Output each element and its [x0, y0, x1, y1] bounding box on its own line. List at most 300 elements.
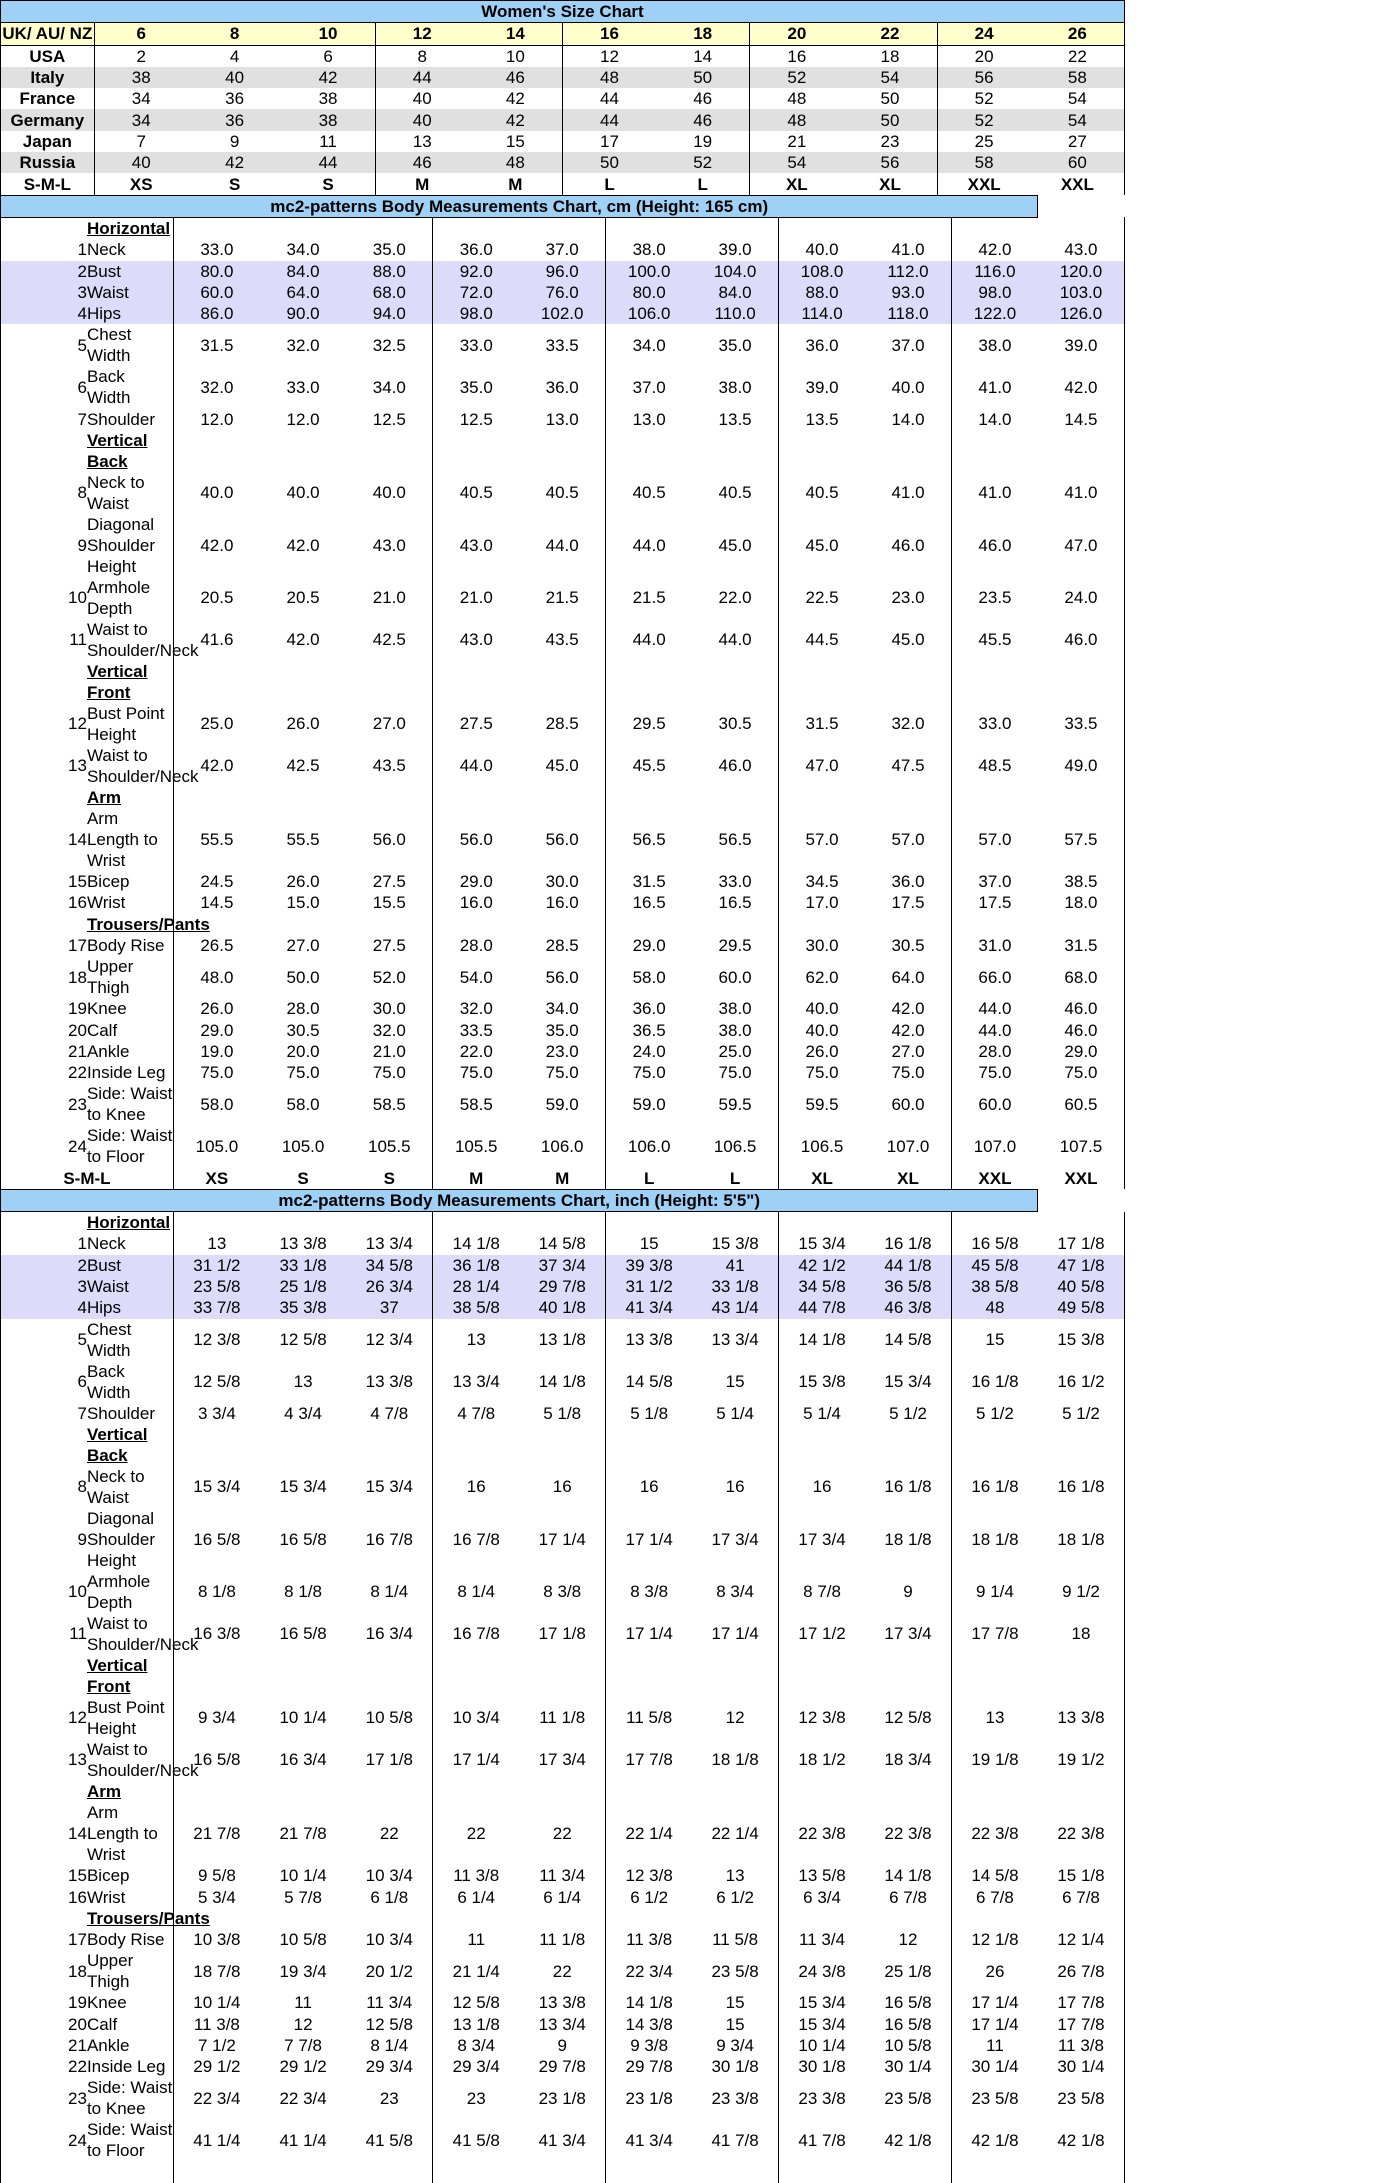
measurement-cell: 11 1/8	[539, 1708, 586, 1728]
measurement-cell: 20 1/2	[365, 1961, 413, 1981]
empty-cell	[779, 1212, 865, 1234]
table-row	[1, 261, 1125, 282]
measurement-cell: 10 1/4	[779, 2035, 865, 2056]
measurement-name: Armhole Depth	[86, 1571, 151, 1612]
measurement-cell: 22 3/4	[173, 2077, 259, 2119]
measurement-cell: 17 1/4	[711, 1624, 759, 1644]
measurement-cell: 14 3/8	[606, 2014, 692, 2035]
measurement-cell: 12.5	[372, 409, 406, 429]
empty-cell	[692, 1424, 778, 1466]
size-cell: 36	[188, 109, 282, 130]
row-index: 13	[1, 745, 87, 787]
table-row	[1, 871, 1125, 892]
measurement-cell: 43.5	[545, 630, 579, 650]
measurement-cell: 35.0	[545, 1020, 579, 1040]
measurement-name: Chest Width	[86, 1319, 132, 1360]
measurement-name: Bicep	[86, 872, 130, 892]
measurement-cell: 42 1/8	[951, 2119, 1037, 2161]
measurement-cell: 11 3/8	[1038, 2035, 1125, 2056]
measurement-cell: 17 1/4	[606, 1508, 692, 1571]
measurement-cell: 12 5/8	[433, 1992, 519, 2013]
measurement-cell: 38 5/8	[951, 1276, 1037, 1297]
measurement-cell: 44.0	[951, 998, 1037, 1019]
measurement-name: Back Width	[86, 367, 131, 408]
measurement-cell: 75.0	[718, 1063, 752, 1083]
empty-cell	[606, 914, 692, 935]
measurement-cell: 68.0	[346, 282, 432, 303]
size-cell: 44	[562, 109, 656, 130]
row-index: 1	[1, 1233, 87, 1254]
measurement-cell: 5 1/8	[543, 1403, 582, 1423]
measurement-cell: 13 3/4	[711, 1330, 759, 1349]
size-conversion-table	[0, 0, 1125, 195]
table-row	[1, 1125, 1125, 1167]
row-index: 22	[1, 2056, 87, 2077]
measurement-cell: 26	[951, 1950, 1037, 1992]
empty-cell	[692, 217, 778, 239]
size-cell: 34	[94, 109, 188, 130]
size-cell: L	[656, 173, 750, 194]
measurement-cell: 28 1/4	[433, 1276, 519, 1297]
measurement-cell: 45.0	[718, 535, 752, 555]
row-index: 17	[1, 935, 87, 956]
measurement-cell: 44.0	[951, 1020, 1037, 1041]
measurement-cell: 22 3/8	[884, 1824, 932, 1844]
measurement-cell: 23 1/8	[538, 2088, 586, 2108]
measurement-cell: 105.5	[433, 1125, 519, 1167]
measurement-cell: 33.5	[1038, 703, 1125, 745]
empty-cell	[1038, 1655, 1125, 1697]
size-cell: 54	[750, 152, 844, 173]
empty-cell	[260, 1655, 346, 1697]
measurement-cell: 44 7/8	[779, 1297, 865, 1318]
row-index: 17	[1, 1929, 87, 1950]
sml-label: S-M-L	[1, 1167, 174, 1188]
measurement-cell: 44.5	[779, 619, 865, 661]
size-cell: 24	[937, 23, 1031, 45]
measurement-cell: 6 1/4	[543, 1887, 582, 1907]
size-cell: M	[469, 173, 563, 194]
empty-cell	[173, 661, 259, 703]
measurement-cell: 5 3/4	[173, 1886, 259, 1907]
measurement-cell: 57.0	[779, 808, 865, 871]
table-row	[1, 1083, 1125, 1125]
empty-cell	[346, 1655, 432, 1697]
empty-cell	[606, 787, 692, 808]
measurement-cell: 16.5	[606, 892, 692, 913]
measurement-cell: 94.0	[346, 303, 432, 324]
measurement-cell: 98.0	[433, 303, 519, 324]
measurement-cell: 37 3/4	[519, 1255, 605, 1276]
measurement-cell: 42.0	[286, 630, 320, 650]
table-row	[1, 619, 1125, 661]
measurement-name: Neck	[86, 240, 126, 260]
measurement-cell: 16 3/4	[279, 1750, 327, 1770]
measurement-cell: 30 1/8	[711, 2057, 759, 2077]
measurement-cell: 55.5	[286, 830, 320, 850]
measurement-cell: 33.0	[173, 239, 259, 260]
measurement-cell: 15 3/4	[365, 1477, 413, 1497]
table-row	[1, 88, 1125, 109]
size-cell: 10	[281, 23, 375, 45]
measurement-cell: 16 7/8	[433, 1508, 519, 1571]
measurement-name: Side: Waist to Floor	[86, 2120, 173, 2161]
measurement-cell: 56.5	[718, 830, 752, 850]
measurement-cell: 30.0	[779, 935, 865, 956]
table-row	[1, 2056, 1125, 2077]
measurement-cell: 33.5	[433, 1020, 519, 1041]
empty-cell	[865, 787, 951, 808]
measurement-cell: 43.0	[372, 535, 406, 555]
measurement-cell: 34 5/8	[779, 1276, 865, 1297]
measurement-cell: 12	[898, 1930, 918, 1950]
measurement-cell: 18 7/8	[173, 1950, 259, 1992]
row-index: 23	[1, 1083, 87, 1125]
empty-cell	[173, 1781, 259, 1802]
measurement-cell: 41 3/4	[606, 1297, 692, 1318]
measurement-cell: 23 5/8	[951, 2077, 1037, 2119]
measurement-cell: 24.0	[606, 1041, 692, 1062]
measurement-cell: 16 1/8	[884, 1234, 932, 1254]
measurement-cell: 42 1/8	[1038, 2119, 1125, 2161]
measurement-name: Diagonal Shoulder Height	[86, 1508, 156, 1570]
measurement-cell: 114.0	[779, 303, 865, 324]
row-index: 12	[1, 1697, 87, 1739]
measurement-cell: 8 3/8	[543, 1582, 582, 1602]
measurement-cell: 33.0	[286, 377, 320, 397]
measurement-cell: 90.0	[260, 303, 346, 324]
size-cell: 7	[94, 131, 188, 152]
measurement-cell: 9 3/4	[716, 2036, 754, 2056]
measurement-cell: 13 3/4	[365, 1234, 413, 1254]
group-row	[1, 661, 1125, 703]
measurement-cell: 11 5/8	[712, 1930, 759, 1950]
measurement-cell: 27.5	[372, 936, 406, 956]
empty-cell	[346, 1781, 432, 1802]
measurement-cell: 30.5	[891, 936, 925, 956]
measurement-cell: 28.0	[951, 1041, 1037, 1062]
measurement-cell: 14 5/8	[538, 1234, 586, 1254]
measurement-cell: 26.0	[286, 714, 320, 734]
measurement-name: Back Width	[86, 1361, 131, 1402]
measurement-cell: 23.0	[545, 1041, 579, 1061]
measurement-name: Side: Waist to Knee	[86, 1084, 173, 1125]
measurement-cell: 14.0	[891, 409, 925, 429]
measurement-cell: 16 5/8	[173, 1508, 259, 1571]
measurement-cell: 16 3/8	[173, 1613, 259, 1655]
size-cell: 4	[188, 45, 282, 67]
measurement-cell: 40.0	[779, 239, 865, 260]
measurement-cell: 13	[725, 1866, 745, 1886]
measurement-cell: 100.0	[606, 261, 692, 282]
measurement-cell: 16 5/8	[884, 1993, 932, 2013]
sml-cell: M	[433, 1167, 519, 1188]
empty-cell	[951, 1424, 1037, 1466]
chart-title-row	[1, 1, 1125, 23]
measurement-cell: 35 3/8	[260, 1297, 346, 1318]
measurement-cell: 60.0	[891, 1094, 925, 1114]
measurement-cell: 9 1/2	[1038, 1571, 1125, 1613]
table-row	[1, 239, 1125, 260]
measurement-cell: 23 5/8	[173, 1276, 259, 1297]
table-row	[1, 131, 1125, 152]
measurement-cell: 32.0	[372, 1020, 406, 1040]
size-cell: 54	[1031, 88, 1125, 109]
row-index: 16	[1, 892, 87, 913]
measurement-cell: 50.0	[286, 967, 320, 987]
measurement-cell: 17 3/4	[711, 1529, 759, 1549]
row-index: 1	[1, 239, 87, 260]
measurement-cell: 10 1/4	[173, 1992, 259, 2013]
table-row	[1, 1403, 1125, 1424]
measurement-cell: 22 3/8	[951, 1802, 1037, 1865]
empty-cell	[433, 1424, 519, 1466]
measurement-cell: 9 5/8	[173, 1865, 259, 1886]
measurement-cell: 40.0	[173, 472, 259, 514]
measurement-cell: 41 1/4	[279, 2130, 327, 2150]
group-label: Arm	[86, 787, 121, 807]
measurement-cell: 37.0	[606, 366, 692, 408]
measurement-cell: 11 3/8	[173, 2014, 259, 2035]
measurement-cell: 58.5	[372, 1094, 406, 1114]
measurement-cell: 36.0	[606, 998, 692, 1019]
empty-cell	[433, 914, 519, 935]
measurement-cell: 31.5	[606, 871, 692, 892]
measurement-cell: 29.0	[606, 935, 692, 956]
row-index: 2	[1, 1255, 87, 1276]
measurement-cell: 45 5/8	[951, 1255, 1037, 1276]
measurement-cell: 26 7/8	[1038, 1950, 1125, 1992]
measurement-cell: 27.0	[372, 714, 406, 734]
measurement-cell: 31.5	[779, 703, 865, 745]
measurement-cell: 14 5/8	[951, 1865, 1037, 1886]
measurement-cell: 13 3/8	[538, 1993, 586, 2013]
measurement-cell: 6 7/8	[951, 1886, 1037, 1907]
measurement-cell: 6 1/8	[370, 1887, 409, 1907]
empty-cell	[260, 430, 346, 472]
measurement-name: Upper Thigh	[86, 957, 134, 998]
empty-cell	[519, 787, 605, 808]
measurement-cell: 16	[779, 1466, 865, 1508]
size-cell: 40	[94, 152, 188, 173]
measurement-cell: 16 5/8	[884, 2014, 932, 2034]
measurement-cell: 17 3/4	[884, 1624, 932, 1644]
size-cell: 58	[1031, 67, 1125, 88]
measurement-cell: 75.0	[286, 1063, 320, 1083]
measurement-cell: 9	[903, 1582, 913, 1602]
measurement-name: Arm Length to Wrist	[86, 1803, 158, 1865]
measurement-cell: 19 1/2	[1038, 1739, 1125, 1781]
empty-cell	[1038, 787, 1125, 808]
row-index: 24	[1, 2119, 87, 2161]
measurement-cell: 41 5/8	[365, 2130, 413, 2150]
measurement-cell: 23 5/8	[884, 2088, 932, 2108]
table-row	[1, 2119, 1125, 2161]
empty-cell	[865, 914, 951, 935]
measurement-cell: 30.0	[372, 999, 406, 1019]
measurement-name: Shoulder	[86, 1403, 156, 1423]
measurement-cell: 32.0	[286, 335, 320, 355]
table-row	[1, 998, 1125, 1019]
measurement-cell: 25.0	[173, 703, 259, 745]
measurement-cell: 13 3/8	[1038, 1697, 1125, 1739]
empty-cell	[1038, 661, 1125, 703]
size-cell: 26	[1031, 23, 1125, 45]
row-index: 13	[1, 1739, 87, 1781]
measurement-cell: 21.5	[545, 588, 579, 608]
measurement-cell: 5 1/4	[779, 1403, 865, 1424]
measurement-cell: 43.5	[372, 756, 406, 776]
measurement-cell: 16 1/8	[884, 1477, 932, 1497]
size-cell: 10	[469, 45, 563, 67]
empty-cell	[951, 1908, 1037, 1929]
size-system-label: Italy	[1, 67, 95, 88]
measurement-cell: 11	[951, 2035, 1037, 2056]
measurement-cell: 14.0	[951, 408, 1037, 429]
size-cell: 11	[281, 131, 375, 152]
row-index: 2	[1, 261, 87, 282]
measurement-cell: 36.0	[433, 239, 519, 260]
measurement-cell: 32.0	[433, 998, 519, 1019]
measurement-cell: 41 1/4	[173, 2119, 259, 2161]
measurement-cell: 39.0	[1038, 324, 1125, 366]
measurement-cell: 38.0	[951, 324, 1037, 366]
measurement-cell: 29 1/2	[279, 2057, 327, 2077]
measurement-cell: 30 1/4	[1038, 2056, 1125, 2077]
measurement-cell: 12	[725, 1708, 745, 1728]
measurement-cell: 42.5	[372, 630, 406, 650]
empty-cell	[865, 1424, 951, 1466]
size-cell: XS	[94, 173, 188, 194]
measurement-cell: 28.5	[545, 936, 579, 956]
size-cell: 50	[562, 152, 656, 173]
measurement-cell: 39 3/8	[606, 1255, 692, 1276]
measurement-cell: 36.0	[545, 377, 579, 397]
empty-cell	[606, 217, 692, 239]
measurement-cell: 14 1/8	[606, 1992, 692, 2013]
empty-cell	[692, 787, 778, 808]
measurement-cell: 9	[557, 2036, 567, 2056]
measurement-name: Waist to Shoulder/Neck	[86, 745, 199, 786]
empty-cell	[865, 1908, 951, 1929]
empty-cell	[433, 1655, 519, 1697]
measurement-name: Neck to Waist	[86, 1466, 145, 1507]
empty-cell	[173, 787, 259, 808]
table-row	[1, 67, 1125, 88]
measurement-cell: 12 5/8	[173, 1361, 259, 1403]
measurement-name: Inside Leg	[86, 2057, 166, 2077]
measurement-cell: 7 1/2	[173, 2035, 259, 2056]
measurement-cell: 15.0	[286, 893, 320, 913]
size-cell: 16	[750, 45, 844, 67]
measurement-cell: 22	[552, 1961, 572, 1981]
measurement-cell: 41 3/4	[538, 2130, 586, 2150]
measurement-cell: 37.0	[951, 871, 1037, 892]
empty-cell	[346, 661, 432, 703]
measurement-cell: 56.0	[433, 808, 519, 871]
measurement-cell: 42.5	[286, 756, 320, 776]
measurement-cell: 13 1/8	[538, 1330, 586, 1349]
group-label: Trousers/Pants	[86, 914, 210, 934]
measurement-cell: 21.5	[606, 577, 692, 619]
measurement-cell: 112.0	[865, 261, 951, 282]
measurement-cell: 36 5/8	[865, 1276, 951, 1297]
sml-cell: XS	[173, 1167, 259, 1188]
measurement-cell: 16 1/8	[951, 1466, 1037, 1508]
size-cell: 25	[937, 131, 1031, 152]
table-row	[1, 23, 1125, 45]
measurement-cell: 33.0	[718, 872, 752, 892]
measurement-cell: 120.0	[1038, 261, 1125, 282]
empty-cell	[519, 914, 605, 935]
measurement-cell: 49 5/8	[1038, 1297, 1125, 1318]
measurement-cell: 42.0	[173, 745, 259, 787]
group-label: Vertical Back	[86, 1424, 148, 1465]
measurement-cell: 15	[725, 1372, 745, 1391]
measurement-cell: 31.5	[173, 324, 259, 366]
measurement-cell: 23 3/8	[779, 2077, 865, 2119]
measurement-cell: 19 3/4	[279, 1961, 327, 1981]
table-row	[1, 472, 1125, 514]
size-cell: 40	[375, 109, 469, 130]
empty-cell	[519, 1655, 605, 1697]
row-index: 21	[1, 2035, 87, 2056]
section-header-row	[1, 195, 1125, 217]
measurement-cell: 16 1/8	[951, 1361, 1037, 1403]
measurement-cell: 12.0	[173, 408, 259, 429]
measurement-cell: 80.0	[173, 261, 259, 282]
size-cell: 16	[562, 23, 656, 45]
measurement-cell: 103.0	[1038, 282, 1125, 303]
measurement-cell: 6 7/8	[1038, 1886, 1125, 1907]
row-index: 14	[1, 1802, 87, 1865]
measurement-name: Bust	[87, 1255, 173, 1276]
empty-cell	[692, 430, 778, 472]
measurement-cell: 15 3/4	[279, 1477, 327, 1497]
row-index: 23	[1, 2077, 87, 2119]
measurement-cell: 11 3/4	[366, 1993, 413, 2013]
measurement-cell: 16.5	[718, 893, 752, 913]
measurement-cell: 48.5	[951, 745, 1037, 787]
group-label: Horizontal	[86, 1213, 171, 1233]
size-cell: L	[562, 173, 656, 194]
measurement-cell: 106.5	[779, 1125, 865, 1167]
measurement-cell: 15 3/8	[711, 1234, 759, 1254]
measurement-cell: 22 1/4	[606, 1802, 692, 1865]
measurement-cell: 6 1/4	[433, 1886, 519, 1907]
measurement-cell: 27.5	[433, 703, 519, 745]
measurement-cell: 42 1/8	[884, 2130, 932, 2150]
measurement-cell: 20.5	[173, 577, 259, 619]
table-row	[1, 324, 1125, 366]
empty-cell	[1038, 1212, 1125, 1234]
measurement-cell: 62.0	[779, 956, 865, 998]
size-cell: XL	[843, 173, 937, 194]
measurement-cell: 42.0	[286, 535, 320, 555]
size-cell: 50	[843, 88, 937, 109]
empty-cell	[692, 914, 778, 935]
measurement-cell: 34.5	[779, 871, 865, 892]
measurement-cell: 40.5	[545, 483, 579, 503]
group-label: Trousers/Pants	[86, 1908, 210, 1928]
measurement-cell: 110.0	[692, 303, 778, 324]
measurement-cell: 28.0	[286, 999, 320, 1019]
measurement-cell: 56.0	[372, 830, 406, 850]
measurement-cell: 8 3/8	[606, 1571, 692, 1613]
measurement-cell: 98.0	[951, 282, 1037, 303]
measurement-cell: 35.0	[372, 240, 406, 260]
measurement-cell: 38 5/8	[433, 1297, 519, 1318]
